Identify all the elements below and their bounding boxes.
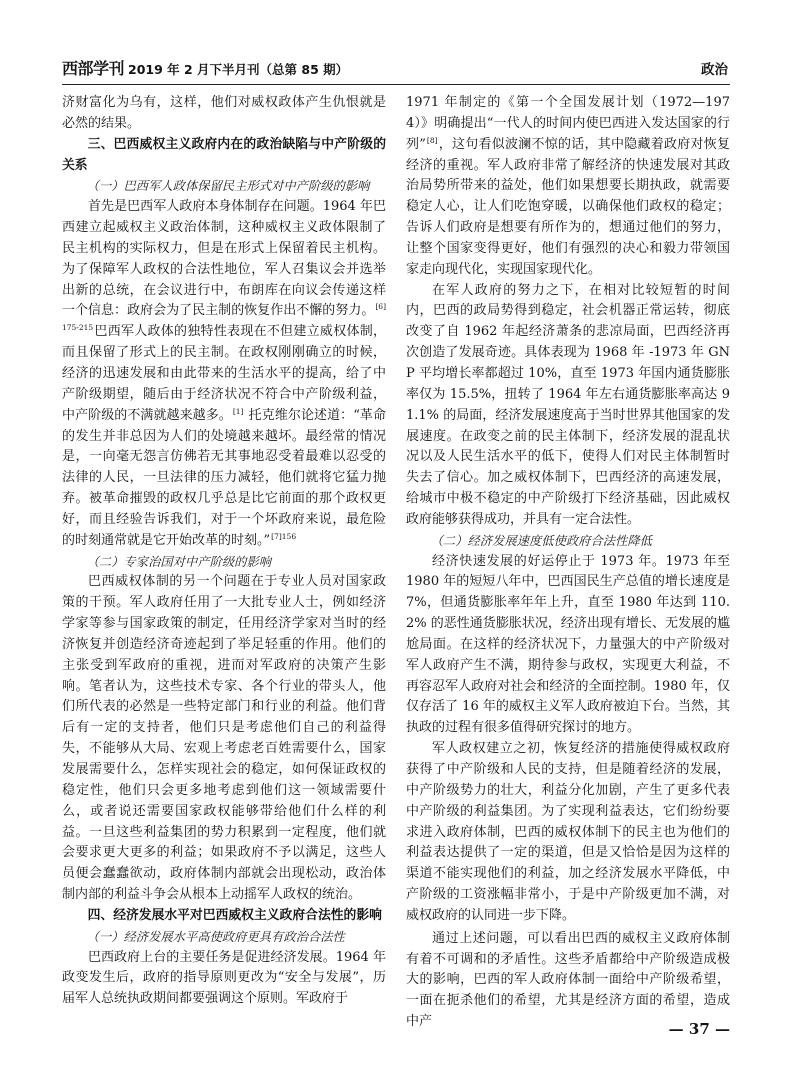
body-paragraph: [62, 197, 386, 551]
body-paragraph: 巴西政府上台的主要任务是促进经济发展。1964 年政变发生后，政府的指导原则更改为“安全与发展”，历届军人总统执政期间都要强调这个原则。军政府于: [62, 949, 386, 1007]
body-paragraph: 经济快速发展的好运停止于 1973 年。1973 年至 1980 年的短短八年中，巴西国民生产总值的增长速度是 7%，但通货膨胀率年年上升，直至 1980 年达到 110.2% 的恶性通货膨胀状况，经济出现有增长、无发展的尴尬局面。在这样的经济状况下，力量强大的中产阶级对军人政府产生不满，期待参与政权，实现更大利益，不再容忍军人政府对社会和经济的全面控制。1980 年，仅仅存活了 16 年的威权主义军人政府被迫下台。当然，其执政的过程有很多值得研究探讨的地方。: [406, 553, 730, 736]
page-number: — 37 —: [668, 1020, 730, 1038]
citation-ref: [8]: [426, 135, 438, 145]
body-paragraph: 军人政权建立之初，恢复经济的措施使得威权政府获得了中产阶级和人民的支持，但是随着经济的发展，中产阶级势力的壮大，利益分化加剧，产生了更多代表中产阶级的利益集团。为了实现利益表达，它们纷纷要求进入政府体制，巴西的威权体制下的民主也为他们的利益表达提供了一定的渠道，但是又恰恰是因为这样的渠道不能实现他们的利益，加之经济发展水平降低，中产阶级的工资涨幅非常小，于是中产阶级更加不满，对威权政府的认同进一步下降。: [406, 741, 730, 923]
paragraph-text: 1971 年制定的《第一个全国发展计划（1972—1974）》明确提出“一代人的时间内使巴西进入发达国家的行列”: [406, 95, 730, 152]
citation-ref: [7]156: [271, 531, 297, 541]
section-heading: 三、巴西威权主义政府内在的政治缺陷与中产阶级的关系: [62, 136, 386, 173]
paragraph-continuation: [406, 93, 730, 281]
body-paragraph: 巴西威权体制的另一个问题在于专业人员对国家政策的干预。军人政府任用了一大批专业人士，例如经济学家等参与国家政策的制定，任用经济学家对当时的经济恢复并创造经济奇迹起到了举足轻重的作用。他们的主张受到军政府的重视，进而对军政府的决策产生影响。笔者认为，这些技术专家、各个行业的带头人，他们所代表的必然是一些特定部门和行业的利益。他们背后有一定的支持者，他们只是考虑他们自己的利益得失，不能够从大局、宏观上考虑老百姓需要什么，国家发展需要什么，怎样实现社会的稳定，如何保证政权的稳定性，他们只会更多地考虑到他们这一领域需要什么，或者说还需要国家政权能够带给他们什么样的利益。一旦这些利益集团的势力积累到一定程度，他们就会要求更大更多的利益；如果政府不予以满足，这些人员便会蠢蠢欲动，政府体制内部就会出现松动，政治体制内部的利益斗争会从根本上动摇军人政权的统治。: [62, 574, 386, 903]
paragraph-continuation: 济财富化为乌有，这样，他们对威权政体产生仇恨就是必然的结果。: [62, 95, 386, 131]
citation-ref: [1]: [232, 406, 244, 416]
running-header: [62, 57, 730, 85]
body-paragraph: 在军人政府的努力之下，在相对比较短暂的时间内，巴西的政局势得到稳定，社会机器正常运转，彻底改变了自 1962 年起经济萧条的悲凉局面，巴西经济再次创造了发展奇迹。具体表现为 1968 年 -1973 年 GNP 平均增长率都超过 10%，直至 1973 年国内通货膨胀率仅为 15.5%，扭转了 1964 年左右通货膨胀率高达 91.1% 的局面，经济发展速度高于当时世界其他国家的发展速度。在政变之前的民主体制下，经济发展的混乱状况以及人民生活水平的低下，使得人们对民主体制暂时失去了信心。加之威权体制下，巴西经济的高速发展，给城市中极不稳定的中产阶级打下经济基础，因此威权政府能够获得成功，并具有一定合法性。: [406, 282, 730, 527]
section-tag: 政治: [701, 62, 728, 78]
paragraph-text: 首先是巴西军人政府本身体制存在问题。1964 年巴西建立起威权主义政治体制，这种威权主义政体限制了民主机构的实际权力，但是在形式上保留着民主机构。为了保障军人政权的合法性地位，军人召集议会并选举出新的总统，在会议进行中，布朗库在向议会传递这样一个信息：政府会为了民主制的恢复作出不懈的努力。: [62, 199, 386, 319]
subsection-heading: （一）巴西军人政体保留民主形式对中产阶级的影响: [86, 179, 370, 194]
journal-logo: 西部学刊: [62, 59, 125, 78]
paragraph-text: ，这句看似波澜不惊的话，其中隐藏着政府对恢复经济的重视。军人政府非常了解经济的快速发展对其政治局势所带来的益处，他们如果想要长期执政，就需要稳定人心，让人们吃饱穿暖，以确保他们政权的稳定；告诉人们政府是想要有所作为的，想通过他们的努力，让整个国家变得更好，他们有强烈的决心和毅力带领国家走向现代化，实现国家现代化。: [406, 136, 730, 277]
section-heading: 四、经济发展水平对巴西威权主义政府合法性的影响: [87, 907, 382, 923]
subsection-heading: （二）经济发展速度低使政府合法性降低: [430, 533, 652, 548]
paragraph-text: 托克维尔论述道：“革命的发生并非总因为人们的处境越来越坏。最经常的情况是，一向毫无怨言仿佛若无其事地忍受着最难以忍受的法律的人民，一旦法律的压力减轻，他们就将它猛力抛弃。被革命摧毁的政权几乎总是比它前面的那个政权更好，而且经验告诉我们，对于一个坏政府来说，最危险的时刻通常就是它开始改革的时刻。”: [62, 407, 386, 548]
issue-info: 2019 年 2 月下半月刊（总第 85 期）: [128, 62, 349, 77]
subsection-heading: （二）专家治国对中产阶级的影响: [86, 554, 272, 569]
subsection-heading: （一）经济发展水平高使政府更具有政治合法性: [86, 929, 345, 944]
body-paragraph: 通过上述问题，可以看出巴西的威权主义政府体制有着不可调和的矛盾性。这些矛盾都给中产阶级造成极大的影响，巴西的军人政府体制一面给中产阶级希望，一面在扼杀他们的希望，尤其是经济方面的希望，造成中产: [406, 930, 730, 1030]
paragraph-text: 巴西军人政体的独特性表现在不但建立威权体制，而且保留了形式上的民主制。在政权刚刚确立的时候，经济的迅速发展和由此带来的生活水平的提高，给了中产阶级期望，随后由于经济状况不符合中产阶级利益，中产阶级的不满就越来越多。: [62, 324, 386, 423]
left-column: [62, 93, 386, 1015]
citation-ref: [6]175-215: [62, 302, 386, 333]
